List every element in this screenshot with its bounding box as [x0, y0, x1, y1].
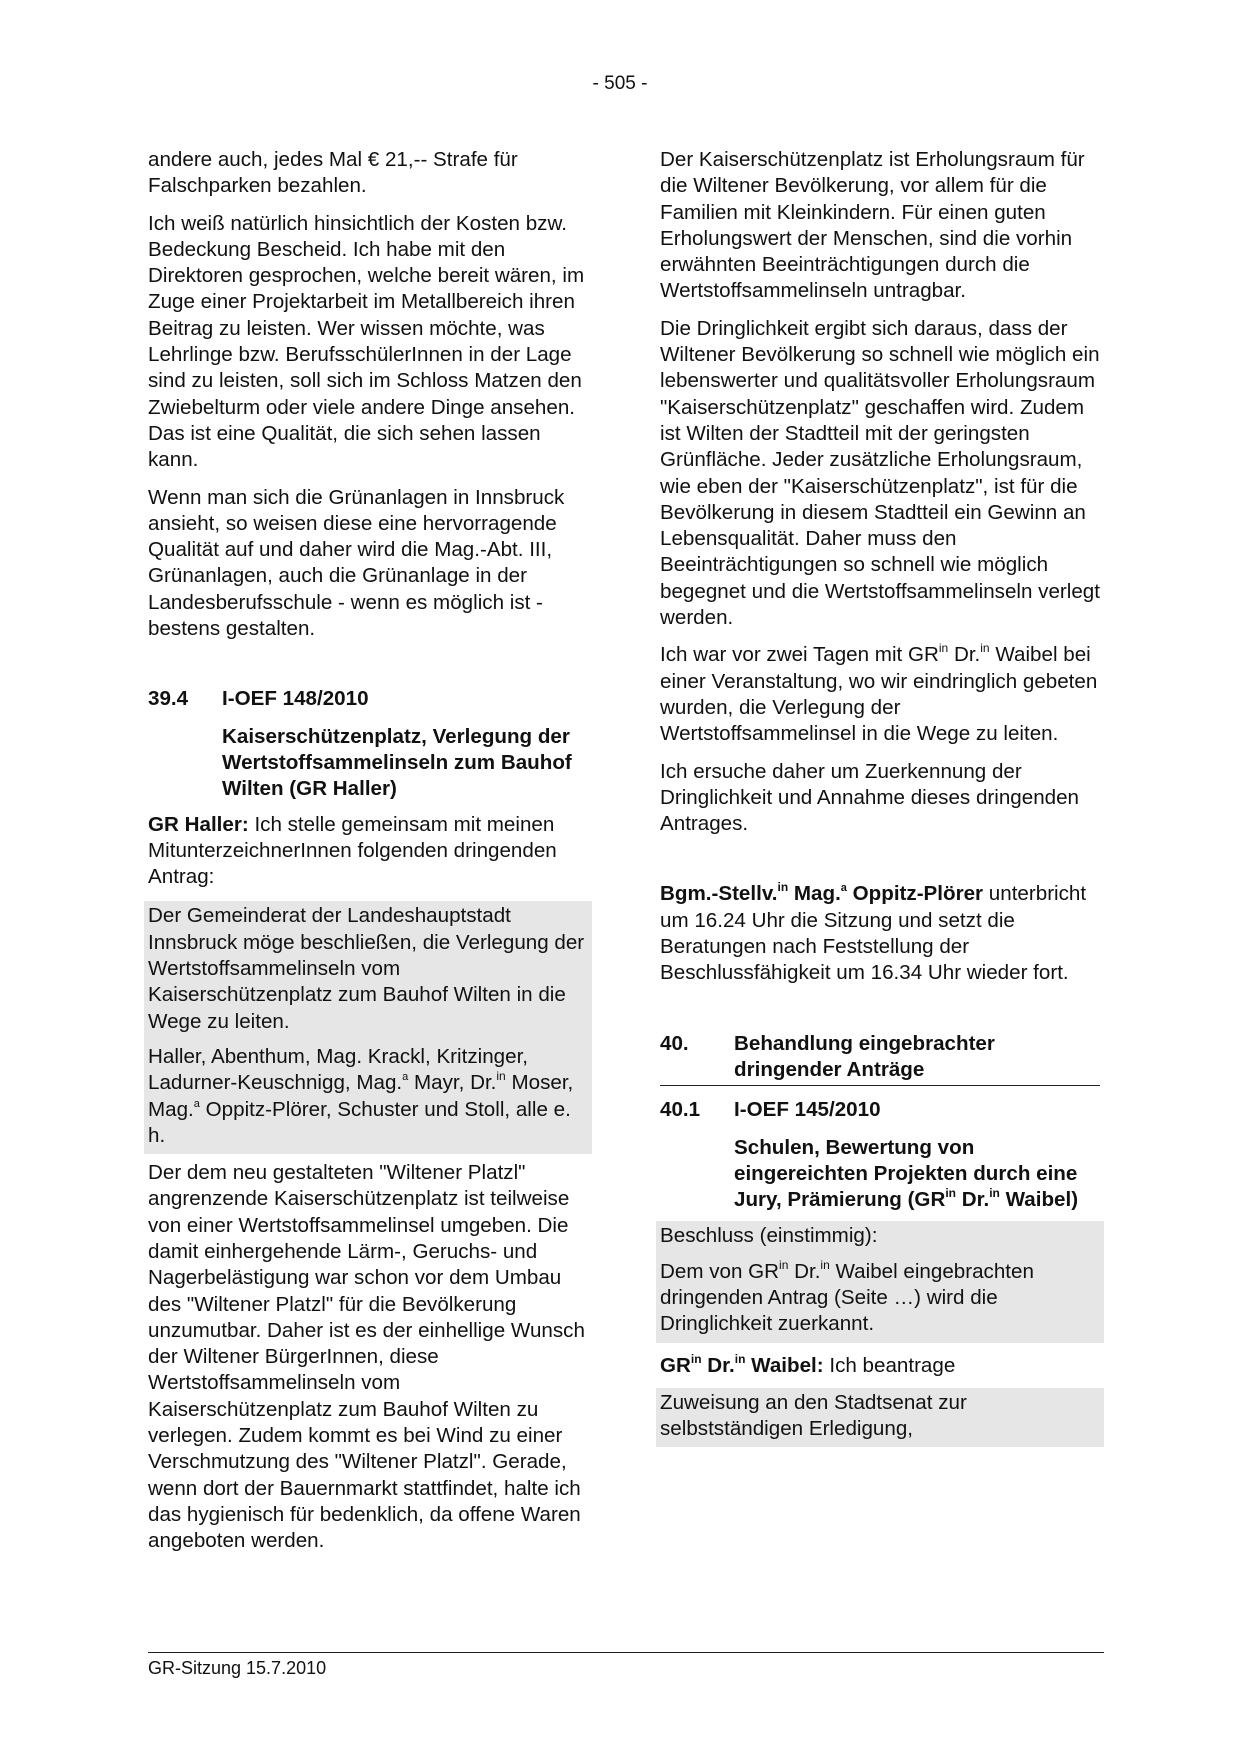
paragraph: Ich weiß natürlich hinsichtlich der Kosten bzw. Bedeckung Bescheid. Ich habe mit den Direktoren gesprochen, welche bereit wären, im Zuge einer Projektarbeit im Metallbereich ihren Beitrag zu leisten. Wer wissen möchte, was Lehrlinge bzw. BerufsschülerInnen in der Lage sind zu leisten, soll sich im Schloss Matzen den Zwiebelturm oder viele andere Dinge ansehen. Das ist eine Qualität, die sich sehen lassen kann.: [148, 211, 585, 472]
paragraph: Die Dringlichkeit ergibt sich daraus, dass der Wiltener Bevölkerung so schnell wie möglich ein lebenswerter und qualitätsvoller Erholungsraum "Kaiserschützenplatz" geschaffen wird. Zudem ist Wilten der Stadtteil mit der geringsten Grünfläche. Jeder zusätzliche Erholungsraum, wie eben der "Kaiserschützenplatz", ist für die Bevölkerung in diesem Stadtteil ein Gewinn an Lebensqualität. Daher muss den Beeinträchtigungen so schnell wie möglich begegnet und die Wertstoffsammelinseln verlegt werden.: [660, 316, 1100, 630]
superscript: in: [820, 1257, 830, 1272]
superscript: in: [989, 1186, 1000, 1201]
decision-label: Beschluss (einstimmig):: [660, 1224, 878, 1248]
item-code: I-OEF 148/2010: [222, 687, 369, 711]
superscript: in: [945, 1186, 956, 1201]
speaker-name: GR Haller:: [148, 812, 249, 836]
title-text: Schulen, Bewertung von eingereichten Projekten durch eine Jury, Prämierung (GR: [734, 1135, 1078, 1212]
item-number: 40.1: [660, 1098, 701, 1122]
speaker-name: GR: [660, 1353, 691, 1377]
paragraph: Wenn man sich die Grünanlagen in Innsbruck ansieht, so weisen diese eine hervorragende Qualität auf und daher wird die Mag.-Abt. III, Grünanlagen, auch die Grünanlage in der Landesberufsschule - wenn es möglich ist - bestens gestalten.: [148, 485, 565, 641]
speaker-name: Oppitz-Plörer: [846, 882, 984, 906]
superscript: a: [193, 1097, 200, 1110]
superscript: in: [779, 1257, 789, 1272]
footer: GR-Sitzung 15.7.2010: [148, 1658, 327, 1678]
speaker-name: Bgm.-Stellv.: [660, 882, 778, 906]
paragraph: [660, 642, 1100, 747]
text: Dr.: [948, 643, 981, 667]
superscript: in: [734, 1351, 746, 1366]
superscript: in: [980, 641, 990, 656]
motion-text: Der Gemeinderat der Landeshauptstadt Innsbruck möge beschließen, die Verlegung der Wertstoffsammelinseln vom Kaiserschützenplatz zum Bauhof Wilten in die Wege zu leiten.: [148, 904, 585, 1033]
decision-box: [656, 1221, 1104, 1342]
recess-text: unterbricht um 16.24 Uhr die Sitzung und setzt die Beratungen nach Feststellung der Beschlussfähigkeit um 16.34 Uhr wieder fort.: [660, 882, 1087, 985]
assignment-box: [656, 1388, 1104, 1448]
speaker-text: Ich beantrage: [823, 1353, 956, 1377]
speaker-text: Ich stelle gemeinsam mit meinen MitunterzeichnerInnen folgenden dringenden Antrag:: [148, 812, 557, 889]
paragraph: Ich ersuche daher um Zuerkennung der Dringlichkeit und Annahme dieses dringenden Antrages.: [660, 759, 1080, 836]
speaker-paragraph: [148, 812, 588, 891]
superscript: in: [496, 1069, 506, 1084]
section-title: Behandlung eingebrachter dringender Anträge: [734, 1031, 995, 1081]
paragraph: Der dem neu gestalteten "Wiltener Platzl" angrenzende Kaiserschützenplatz ist teilweise von einer Wertstoffsammelinsel umgeben. Die damit einhergehende Lärm-, Geruchs- und Nagerbelästigung war schon vor dem Umbau des "Wiltener Platzl" für die Bevölkerung unzumutbar. Daher ist es der einhellige Wunsch der Wiltener BürgerInnen, diese Wertstoffsammelinseln vom Kaiserschützenplatz zum Bauhof Wilten zu verlegen. Zudem kommt es bei Wind zu einer Verschmutzung des "Wiltener Platzl". Gerade, wenn dort der Bauernmarkt stattfindet, halte ich das hygienisch für bedenklich, da offene Waren angeboten werden.: [148, 1161, 585, 1553]
text: Ich war vor zwei Tagen mit GR: [660, 643, 939, 667]
item-heading: [148, 686, 588, 712]
assignment-text: Zuweisung an den Stadtsenat zur selbstständigen Erledigung,: [660, 1390, 967, 1441]
superscript: in: [938, 641, 949, 656]
paragraph: andere auch, jedes Mal € 21,-- Strafe für Falschparken bezahlen.: [148, 148, 518, 198]
superscript: a: [402, 1071, 409, 1084]
item-title: [734, 1135, 1100, 1214]
speaker-name: Dr.: [701, 1353, 735, 1377]
motion-box: [144, 901, 592, 1154]
paragraph: Der Kaiserschützenplatz ist Erholungsraum für die Wiltener Bevölkerung, vor allem für die Familien mit Kleinkindern. Für einen guten Erholungswert der Menschen, sind die vorhin erwähnten Beeinträchtigungen durch die Wertstoffsammelinseln untragbar.: [660, 148, 1085, 303]
item-number: 39.4: [148, 687, 189, 711]
text: Dem von GR: [660, 1259, 780, 1283]
signers-text: Haller, Abenthum, Mag. Krackl, Kritzinger, Ladurner-Keuschnigg, Mag.: [148, 1044, 529, 1095]
title-text: Dr.: [956, 1188, 990, 1212]
section-number: 40.: [660, 1031, 689, 1055]
speaker-name: Mag.: [788, 882, 841, 906]
title-text: Waibel): [999, 1188, 1079, 1212]
superscript: in: [777, 880, 789, 895]
footer-divider: [148, 1652, 1104, 1653]
text: Waibel bei einer Veranstaltung, wo wir eindringlich gebeten wurden, die Verlegung der Wertstoffsammelinsel in die Wege zu leiten.: [660, 643, 1098, 746]
section-heading: [660, 1031, 1100, 1087]
item-heading: [660, 1097, 1100, 1123]
signers-text: Mayr, Dr.: [408, 1071, 497, 1095]
recess-paragraph: [660, 881, 1100, 986]
superscript: in: [690, 1351, 702, 1366]
item-code: I-OEF 145/2010: [734, 1098, 881, 1122]
speaker-paragraph: [660, 1353, 1100, 1379]
speaker-name: Waibel:: [745, 1353, 824, 1377]
text: Dr.: [788, 1259, 821, 1283]
item-title: Kaiserschützenplatz, Verlegung der Wertstoffsammelinseln zum Bauhof Wilten (GR Haller): [222, 724, 572, 801]
right-column: [660, 147, 1100, 1447]
signers: [148, 1044, 588, 1152]
page-number: - 505 -: [592, 73, 648, 94]
text: Waibel eingebrachten dringenden Antrag (Seite …) wird die Dringlichkeit zuerkannt.: [660, 1259, 1034, 1336]
decision-text: [660, 1259, 1100, 1341]
superscript: a: [840, 882, 847, 895]
left-column: [148, 147, 588, 1566]
signers-text: Moser, Mag.: [148, 1071, 574, 1121]
signers-text: Oppitz-Plörer, Schuster und Stoll, alle e. h.: [148, 1097, 571, 1147]
